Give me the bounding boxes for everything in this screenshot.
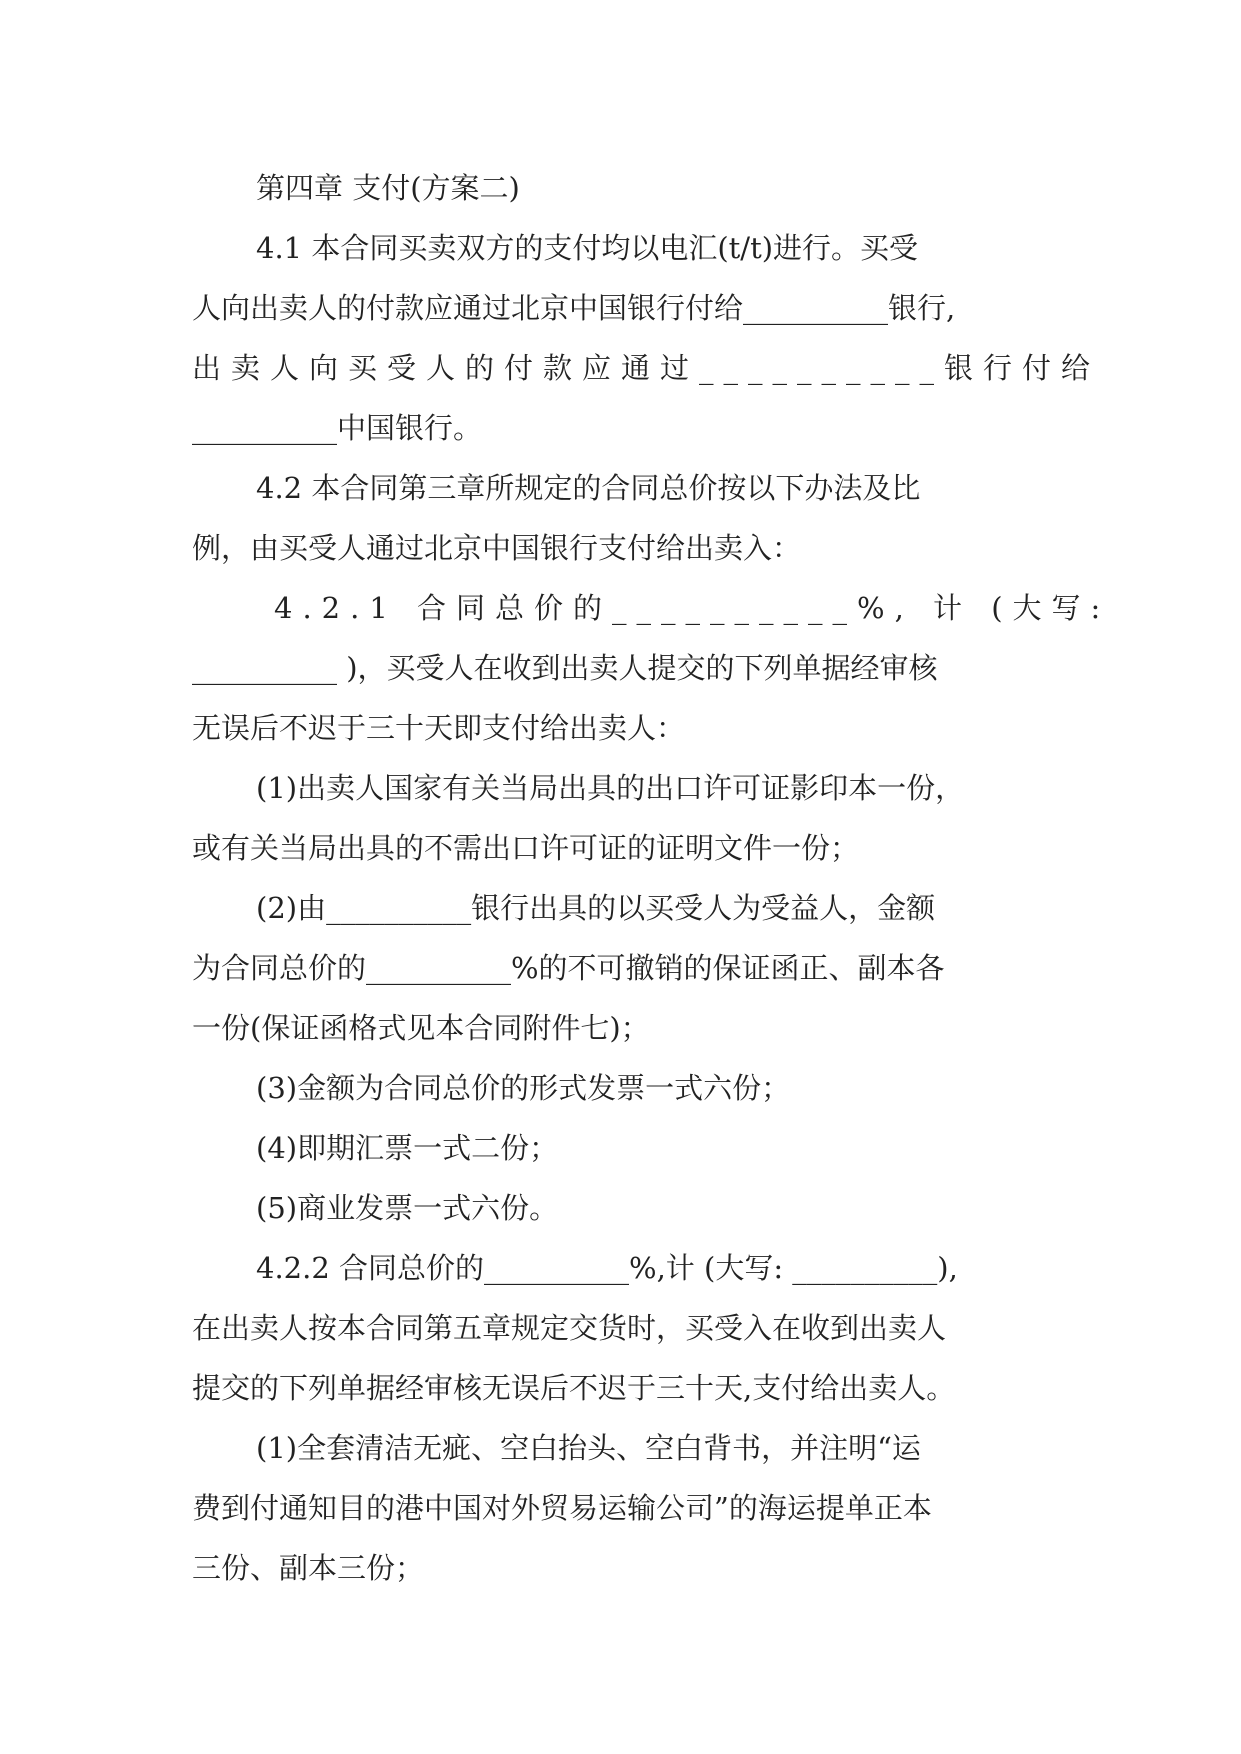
clause-4-2-2-line-3: 提交的下列单据经审核无误后不迟于三十天,支付给出卖人。	[192, 1371, 956, 1405]
clause-4-1-line-2: 人向出卖人的付款应通过北京中国银行付给__________银行,	[192, 291, 956, 325]
item-2-line-1: (2)由__________银行出具的以买受人为受益人，金额	[256, 891, 936, 925]
clause-4-1-line-1: 4.1 本合同买卖双方的支付均以电汇(t/t)进行。买受	[256, 231, 919, 265]
item-1-line-2: 或有关当局出具的不需出口许可证的证明文件一份；	[192, 831, 860, 865]
document-body	[192, 158, 1111, 1598]
chapter-heading: 第四章 支付(方案二)	[256, 171, 520, 205]
clause-4-2-line-2: 例，由买受人通过北京中国银行支付给出卖入：	[192, 531, 802, 565]
clause-4-2-2-line-2: 在出卖人按本合同第五章规定交货时，买受入在收到出卖人	[192, 1311, 947, 1345]
item-2-line-3: 一份(保证函格式见本合同附件七)；	[192, 1011, 650, 1045]
doc-item-1-line-1: (1)全套清洁无疵、空白抬头、空白背书，并注明“运	[256, 1431, 921, 1465]
clause-4-2-2-line-1: 4.2.2 合同总价的__________%,计 (大写: __________),	[256, 1251, 958, 1285]
item-2-line-2: 为合同总价的__________%的不可撤销的保证函正、副本各	[192, 951, 945, 985]
clause-4-1-line-3: 出卖人向买受人的付款应通过__________银行付给	[192, 351, 1101, 385]
clause-4-2-1-line-1: 4.2.1 合同总价的__________%, 计 (大写:	[274, 591, 1111, 625]
doc-item-1-line-2: 费到付通知目的港中国对外贸易运输公司”的海运提单正本	[192, 1491, 932, 1525]
item-5: (5)商业发票一式六份。	[256, 1191, 559, 1225]
item-1-line-1: (1)出卖人国家有关当局出具的出口许可证影印本一份，	[256, 771, 965, 805]
item-3: (3)金额为合同总价的形式发票一式六份；	[256, 1071, 791, 1105]
item-4: (4)即期汇票一式二份；	[256, 1131, 559, 1165]
clause-4-2-1-line-2: __________ )，买受人在收到出卖人提交的下列单据经审核	[192, 651, 938, 685]
clause-4-2-line-1: 4.2 本合同第三章所规定的合同总价按以下办法及比	[256, 471, 921, 505]
clause-4-1-line-4: __________中国银行。	[192, 411, 483, 445]
doc-item-1-line-3: 三份、副本三份；	[192, 1551, 425, 1585]
clause-4-2-1-line-3: 无误后不迟于三十天即支付给出卖人：	[192, 711, 686, 745]
